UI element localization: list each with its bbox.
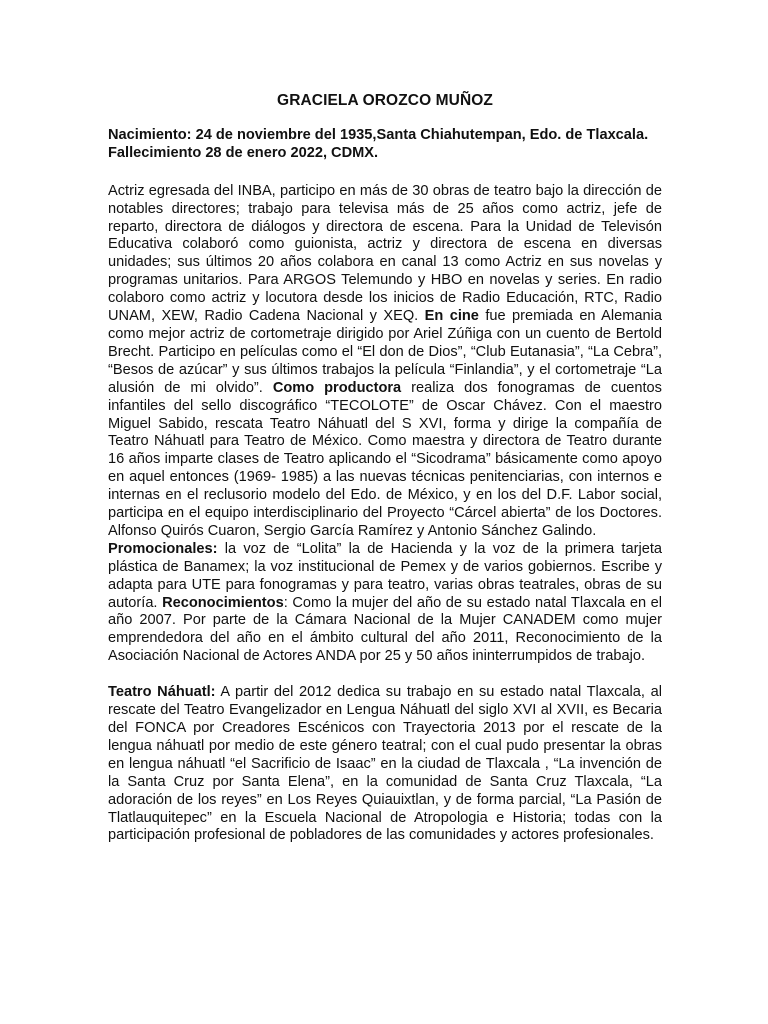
nahuatl-paragraph [108, 684, 662, 845]
cine-label: En cine [424, 308, 479, 325]
career-text: Actriz egresada del INBA, participo en más de 30 obras de teatro bajo la dirección de notables directores; trabajo para televisa más de 25 años como actriz, jefe de reparto, directora de diálogos y directora de escena. Para la Unidad de Televisón Educativa colaboró como guionista, actriz y directora de escena en diversas unidades; sus últimos 20 años colabora en canal 13 como Actriz en sus novelas y programas unitarios. Para ARGOS Telemundo y HBO en novelas y series. En radio colaboro como actriz y locutora desde los inicios de Radio Educación, RTC, Radio UNAM, XEW, Radio Cadena Nacional y XEQ. [108, 182, 662, 325]
document-title: GRACIELA OROZCO MUÑOZ [277, 92, 493, 109]
birth-line: Nacimiento: 24 de noviembre del 1935,Santa Chiahutempan, Edo. de Tlaxcala. [108, 126, 649, 143]
promocionales-label: Promocionales: [108, 540, 218, 557]
career-paragraph [108, 183, 662, 541]
promotional-paragraph [108, 541, 662, 666]
productora-text: realiza dos fonogramas de cuentos infantiles del sello discográfico “TECOLOTE” de Oscar Chávez. Con el maestro Miguel Sabido, rescata Teatro Náhuatl del S XVI, forma y dirige la compañía de Teatro Náhuatl para Teatro de México. Como maestra y directora de Teatro durante 16 años imparte clases de Teatro aplicando el “Sicodrama” básicamente como apoyo en aquel entonces (1969- 1985) a las nuevas técnicas penitenciarias, con internos e internas en el reclusorio modelo del Edo. de México, y en los del D.F. Labor social, participa en el equipo interdisciplinario del Proyecto “Cárcel abierta” de los Doctores. Alfonso Quirós Cuaron, Sergio García Ramírez y Antonio Sánchez Galindo. [108, 379, 662, 539]
death-line: Fallecimiento 28 de enero 2022, CDMX. [108, 144, 379, 161]
productora-label: Como productora [272, 379, 402, 396]
teatro-nahuatl-label: Teatro Náhuatl: [108, 684, 216, 701]
promocionales-text: la voz de “Lolita” la de Hacienda y la voz de la primera tarjeta plástica de Banamex; la voz institucional de Pemex y de varios gobiernos. Escribe y adapta para UTE para fonogramas y para teatro, varias obras teatrales, obras de su autoría. [108, 540, 662, 611]
bio-header [108, 127, 662, 163]
teatro-nahuatl-text: A partir del 2012 dedica su trabajo en su estado natal Tlaxcala, al rescate del Teatro Evangelizador en Lengua Náhuatl del siglo XVI al XVII, es Becaria del FONCA por Creadores Escénicos con Trayectoria 2013 por el rescate de la lengua náhuatl por medio de este género teatral; con el cual pudo presentar la obras en lengua náhuatl “el Sacrificio de Isaac” en la ciudad de Tlaxcala , “La invención de la Santa Cruz por Santa Elena”, en la comunidad de Santa Cruz Tlaxcala, “La adoración de los reyes” en Los Reyes Quiauixtlan, y de forma parcial, “La Pasión de Tlatlauquitepec” en la Escuela Nacional de Atropologia e Historia; todas con la participación profesional de pobladores de las comunidades y actores profesionales. [108, 684, 662, 844]
document-page [108, 92, 662, 845]
reconocimientos-text: : Como la mujer del año de su estado natal Tlaxcala en el año 2007. Por parte de la Cámara Nacional de la Mujer CANADEM como mujer emprendedora del año en el ámbito cultural del año 2011, Reconocimiento de la Asociación Nacional de Actores ANDA por 25 y 50 años ininterrumpidos de trabajo. [108, 594, 662, 665]
reconocimientos-label: Reconocimientos [162, 594, 284, 611]
cine-text: fue premiada en Alemania como mejor actriz de cortometraje dirigido por Ariel Zúñiga con un cuento de Bertold Brecht. Participo en películas como el “El don de Dios”, “Club Eutanasia”, “La Cebra”, “Besos de azúcar” y sus últimos trabajos la película “Finlandia”, y el cortometraje “La alusión de mi olvido”. [108, 308, 663, 396]
